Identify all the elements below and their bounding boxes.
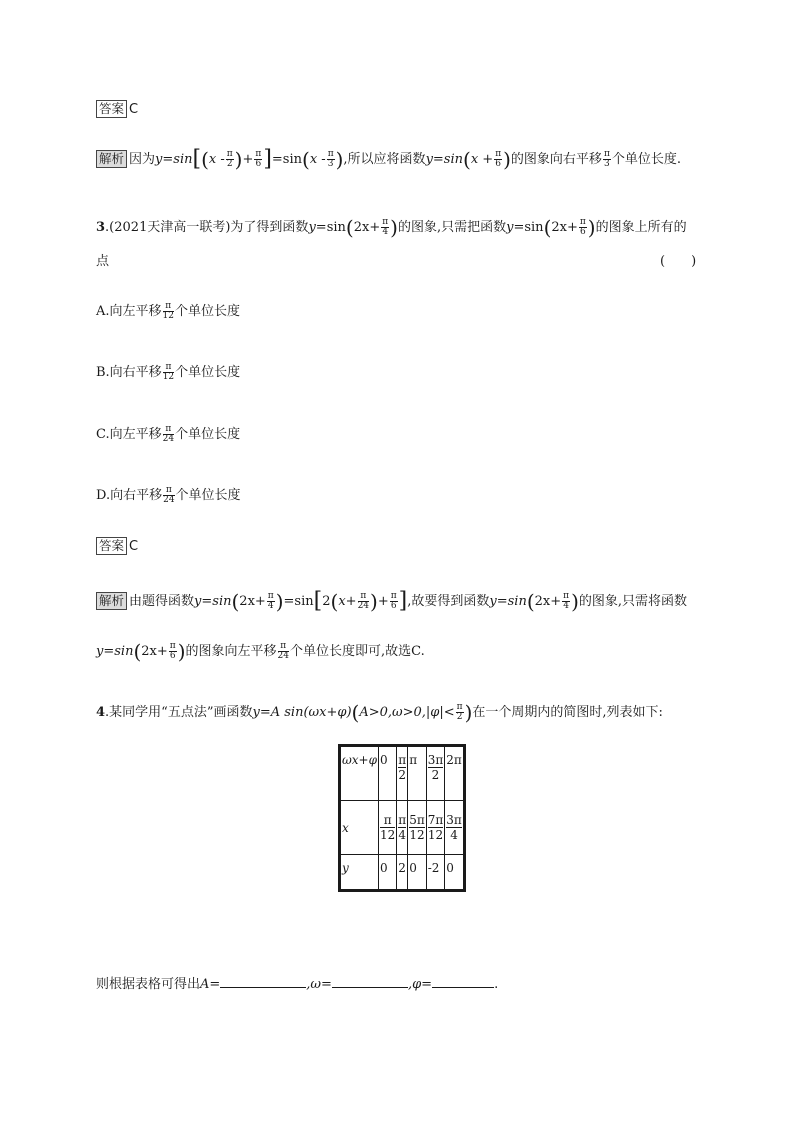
- table-row: [340, 746, 465, 801]
- fraction: $\frac{\pi}{6}$: [495, 149, 502, 169]
- analysis-line-3a: 解析 由题得函数y=sin(2x+ $\frac{\pi}{4}$ )=sin[2(x+ $\frac{\pi}{24}$ )+ $\frac{\pi}{6}$ ],故要得到函数y=sin(2x+ $\frac{\pi}{4}$ )的图象,只需将函数: [96, 592, 687, 612]
- fraction: $\frac{\pi}{6}$: [255, 149, 262, 169]
- table-cell: $\frac{\pi}{2}$: [397, 746, 408, 801]
- analysis-line-3b: y=sin(2x+ $\frac{\pi}{6}$ )的图象向左平移 $\frac{\pi}{24}$ 个单位长度即可,故选C.: [96, 639, 425, 664]
- table-cell: -2: [426, 855, 445, 891]
- answer-bracket: ( ): [660, 254, 697, 269]
- fraction: $\frac{\pi}{2}$: [226, 149, 233, 169]
- fraction: $\frac{\pi}{24}$: [163, 485, 175, 505]
- table-cell: 0: [408, 855, 427, 891]
- fraction: $\frac{\pi}{4}$: [267, 591, 274, 611]
- table-cell: $\frac{3\pi}{2}$: [426, 746, 445, 801]
- fraction: $\frac{\pi}{4}$: [563, 591, 570, 611]
- answer-value: C: [129, 539, 139, 554]
- table-row-header: ωx+φ: [340, 746, 379, 801]
- fraction: $\frac{\pi}{3}$: [327, 149, 334, 169]
- analysis-line-1: 解析 因为y=sin[(x - $\frac{\pi}{2}$ )+ $\frac{\pi}{6}$ ]=sin(x - $\frac{\pi}{3}$ ),所以应将函数y=sin(x + $\frac{\pi}{6}$ )的图象向右平移 $\frac{\pi}{3}$ 个单位长度.: [96, 150, 681, 170]
- analysis-tag: 解析: [96, 592, 127, 610]
- fraction: $\frac{\pi}{12}$: [162, 362, 175, 382]
- fraction: $\frac{\pi}{12}$: [162, 301, 174, 321]
- option-d[interactable]: D.向右平移 $\frac{\pi}{24}$ 个单位长度: [96, 485, 241, 505]
- answer-value: C: [129, 102, 139, 117]
- fraction: $\frac{\pi}{24}$: [357, 591, 370, 611]
- table-cell: π: [408, 746, 427, 801]
- fraction: $\frac{\pi}{3}$: [603, 149, 610, 169]
- fraction: $\frac{\pi}{24}$: [277, 641, 289, 661]
- question-3-line-2: 点: [96, 254, 110, 269]
- fraction: $\frac{\pi}{2}$: [456, 702, 463, 722]
- fraction: $\frac{\pi}{24}$: [162, 424, 175, 444]
- table-row-header: y: [340, 855, 379, 891]
- question-4-fill-line: 则根据表格可得出A= ,ω= ,φ= .: [96, 977, 499, 992]
- table-cell: 0: [379, 746, 397, 801]
- fraction: $\frac{\pi}{6}$: [390, 591, 397, 611]
- fraction: $\frac{\pi}{6}$: [579, 217, 586, 237]
- five-point-table: [338, 744, 466, 892]
- table-row: [340, 801, 465, 855]
- table-cell: 0: [379, 855, 397, 891]
- table-cell: $\frac{5\pi}{12}$: [408, 801, 427, 855]
- blank-phi[interactable]: [432, 975, 494, 988]
- fraction: $\frac{\pi}{6}$: [169, 641, 176, 661]
- table-cell: $\frac{3\pi}{4}$: [445, 801, 465, 855]
- option-c[interactable]: C.向左平移 $\frac{\pi}{24}$ 个单位长度: [96, 424, 241, 444]
- blank-omega[interactable]: [332, 975, 408, 988]
- answer-tag: 答案: [96, 100, 127, 118]
- option-b[interactable]: B.向右平移 $\frac{\pi}{12}$ 个单位长度: [96, 362, 241, 382]
- table-cell: $\frac{\pi}{4}$: [397, 801, 408, 855]
- table-cell: $\frac{\pi}{12}$: [379, 801, 397, 855]
- answer-tag: 答案: [96, 537, 127, 555]
- table-row: [340, 855, 465, 891]
- table-cell: 2: [397, 855, 408, 891]
- fraction: $\frac{\pi}{4}$: [382, 217, 389, 237]
- option-a[interactable]: A.向左平移 $\frac{\pi}{12}$ 个单位长度: [96, 301, 240, 321]
- answer-line-3: [96, 537, 138, 557]
- table-cell: 0: [445, 855, 465, 891]
- table-cell: $\frac{7\pi}{12}$: [426, 801, 445, 855]
- table-row-header: x: [340, 801, 379, 855]
- table-cell: 2π: [445, 746, 465, 801]
- blank-a[interactable]: [220, 975, 306, 988]
- question-4-line-1: 4.某同学用“五点法”画函数y=A sin(ωx+φ)(A>0,ω>0,|φ|< $\frac{\pi}{2}$ )在一个周期内的简图时,列表如下:: [96, 700, 663, 725]
- question-3-line-1: 3.(2021天津高一联考)为了得到函数y=sin(2x+ $\frac{\pi}{4}$ )的图象,只需把函数y=sin(2x+ $\frac{\pi}{6}$ )的图象上所有的: [96, 215, 687, 240]
- analysis-tag: 解析: [96, 150, 127, 168]
- answer-line-1: [96, 100, 138, 120]
